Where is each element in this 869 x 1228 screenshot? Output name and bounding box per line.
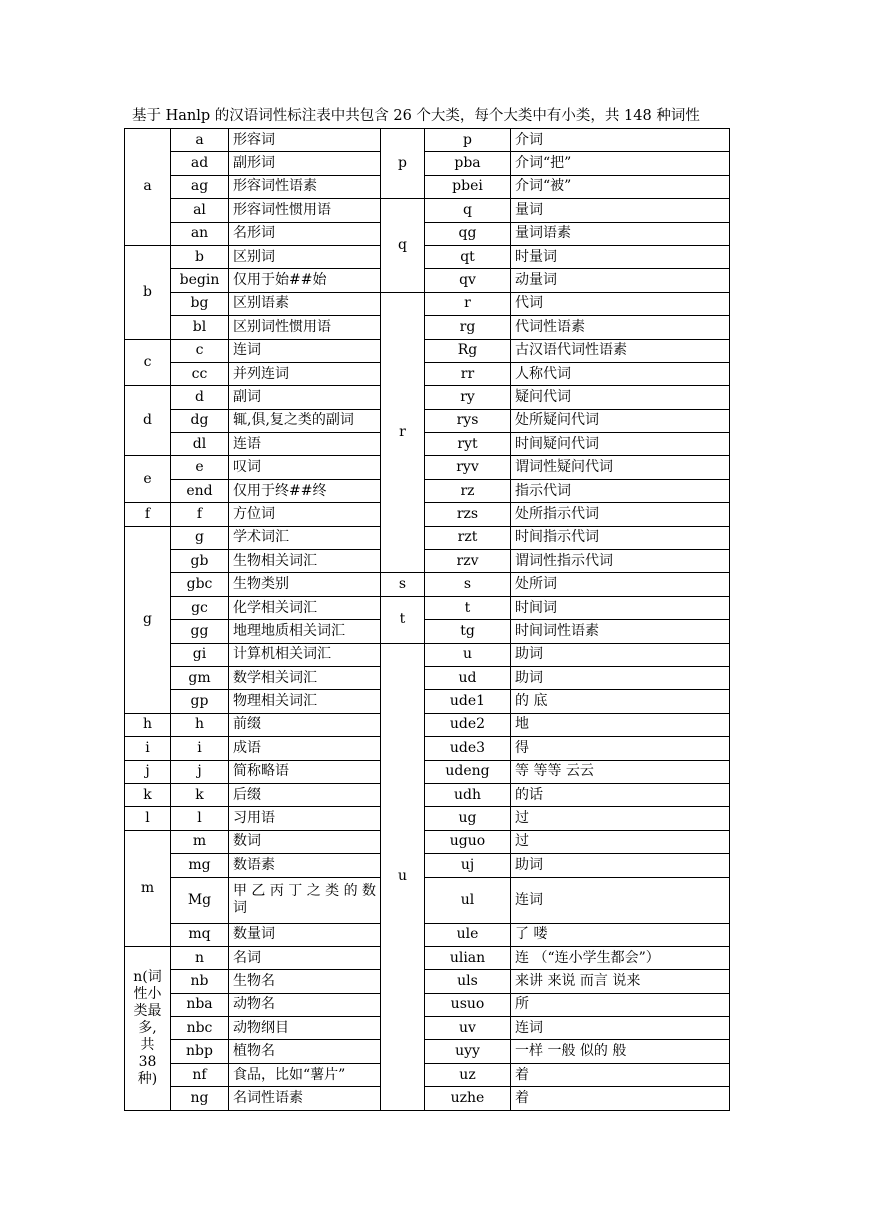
table-row [125, 970, 730, 993]
tag-description: 了 喽 [511, 923, 730, 946]
tag-code: nbp [171, 1040, 229, 1063]
tag-code: rg [425, 316, 511, 339]
group-n [125, 946, 171, 1110]
tag-description: 连词 [511, 877, 730, 923]
group-n-line: 种) [137, 1070, 158, 1087]
tag-code: ad [171, 152, 229, 175]
tag-description: 生物类别 [229, 573, 381, 596]
group-n-line: 性小 [133, 985, 162, 1002]
tag-description: 连词 [229, 339, 381, 362]
tag-description: 量词语素 [511, 222, 730, 245]
group-n-line: 类最 [133, 1002, 162, 1019]
table-row [125, 526, 730, 549]
table-row [125, 479, 730, 502]
tag-code: gc [171, 596, 229, 619]
table-row [125, 550, 730, 573]
group-i: i [125, 737, 171, 760]
tag-description: 数词 [229, 830, 381, 853]
tag-code: ude2 [425, 713, 511, 736]
tag-description: 植物名 [229, 1040, 381, 1063]
table-row [125, 316, 730, 339]
tag-description: 形容词 [229, 129, 381, 152]
tag-description: 时间指示代词 [511, 526, 730, 549]
tag-code: u [425, 643, 511, 666]
tag-code: ude3 [425, 737, 511, 760]
group-u: u [381, 643, 425, 1110]
group-d: d [125, 386, 171, 456]
tag-code: ryt [425, 433, 511, 456]
table-row [125, 409, 730, 432]
tag-description: 名词 [229, 946, 381, 969]
tag-description: 化学相关词汇 [229, 596, 381, 619]
tag-code: gp [171, 690, 229, 713]
tag-description: 时间词 [511, 596, 730, 619]
tag-description: 副词 [229, 386, 381, 409]
tag-code: nbc [171, 1017, 229, 1040]
tag-description: 过 [511, 807, 730, 830]
group-f: f [125, 503, 171, 526]
tag-code: uyy [425, 1040, 511, 1063]
tag-description: 人称代词 [511, 362, 730, 385]
tag-code: gg [171, 620, 229, 643]
table-row [125, 923, 730, 946]
tag-description: 处所疑问代词 [511, 409, 730, 432]
tag-code: tg [425, 620, 511, 643]
tag-code: udh [425, 783, 511, 806]
tag-description: 着 [511, 1063, 730, 1086]
tag-description: 生物相关词汇 [229, 550, 381, 573]
group-n-line: 多, [138, 1019, 157, 1036]
group-n-line: 共 [140, 1036, 155, 1053]
group-e: e [125, 456, 171, 503]
group-g: g [125, 526, 171, 713]
table-row [125, 783, 730, 806]
tag-description: 后缀 [229, 783, 381, 806]
tag-description: 时间词性语素 [511, 620, 730, 643]
tag-code: rz [425, 479, 511, 502]
table-row [125, 877, 730, 923]
tag-description: 连 （“连小学生都会”） [511, 946, 730, 969]
table-row [125, 830, 730, 853]
tag-code: nb [171, 970, 229, 993]
tag-code: ag [171, 175, 229, 198]
tag-code: Mg [171, 877, 229, 923]
tag-code: cc [171, 362, 229, 385]
table-row [125, 946, 730, 969]
tag-description: 动物名 [229, 993, 381, 1016]
tag-code: qg [425, 222, 511, 245]
tag-code: gm [171, 666, 229, 689]
tag-code: i [171, 737, 229, 760]
tag-code: n [171, 946, 229, 969]
tag-code: ng [171, 1087, 229, 1110]
tag-description: 计算机相关词汇 [229, 643, 381, 666]
tag-description: 数量词 [229, 923, 381, 946]
tag-description: 介词“被” [511, 175, 730, 198]
table-row [125, 993, 730, 1016]
tag-code: gi [171, 643, 229, 666]
tag-code: ul [425, 877, 511, 923]
tag-description: 着 [511, 1087, 730, 1110]
tag-code: ulian [425, 946, 511, 969]
table-row [125, 643, 730, 666]
tag-description: 疑问代词 [511, 386, 730, 409]
tag-description: 介词“把” [511, 152, 730, 175]
table-caption: 基于 Hanlp 的汉语词性标注表中共包含 26 个大类，每个大类中有小类，共 148 种词性 [132, 108, 700, 124]
tag-description [229, 877, 381, 923]
table-row [125, 222, 730, 245]
tag-description: 形容词性语素 [229, 175, 381, 198]
tag-description: 叹词 [229, 456, 381, 479]
tag-code: usuo [425, 993, 511, 1016]
tag-code: dg [171, 409, 229, 432]
tag-description: 副形词 [229, 152, 381, 175]
tag-code: pba [425, 152, 511, 175]
tag-code: rzt [425, 526, 511, 549]
table-row [125, 573, 730, 596]
table-row [125, 386, 730, 409]
tag-code: bg [171, 292, 229, 315]
tag-code: s [425, 573, 511, 596]
tag-description: 动物纲目 [229, 1017, 381, 1040]
group-s: s [381, 573, 425, 596]
table-row [125, 199, 730, 222]
group-a: a [125, 129, 171, 246]
pos-tag-table [124, 128, 730, 1111]
table-row [125, 362, 730, 385]
tag-description: 得 [511, 737, 730, 760]
group-p: p [381, 129, 425, 199]
tag-code: end [171, 479, 229, 502]
tag-code: b [171, 245, 229, 268]
group-n-line: n(词 [133, 968, 162, 985]
group-r: r [381, 292, 425, 573]
tag-code: ryv [425, 456, 511, 479]
group-n-line: 38 [138, 1053, 157, 1070]
tag-description: 名形词 [229, 222, 381, 245]
tag-code: ude1 [425, 690, 511, 713]
tag-description: 等 等等 云云 [511, 760, 730, 783]
tag-description: 代词 [511, 292, 730, 315]
tag-code: e [171, 456, 229, 479]
tag-description: 助词 [511, 643, 730, 666]
tag-description: 学术词汇 [229, 526, 381, 549]
tag-code: a [171, 129, 229, 152]
tag-code: uls [425, 970, 511, 993]
tag-code: ule [425, 923, 511, 946]
table-row [125, 596, 730, 619]
tag-code: ud [425, 666, 511, 689]
table-row [125, 1063, 730, 1086]
table-row [125, 129, 730, 152]
tag-code: rzs [425, 503, 511, 526]
tag-code: h [171, 713, 229, 736]
tag-code: rys [425, 409, 511, 432]
tag-description: 连语 [229, 433, 381, 456]
tag-code: gb [171, 550, 229, 573]
table-row [125, 175, 730, 198]
tag-description: 形容词性惯用语 [229, 199, 381, 222]
tag-code: f [171, 503, 229, 526]
table-row [125, 1017, 730, 1040]
tag-code: k [171, 783, 229, 806]
table-row [125, 433, 730, 456]
tag-description: 辄,俱,复之类的副词 [229, 409, 381, 432]
tag-code: Rg [425, 339, 511, 362]
table-row [125, 760, 730, 783]
tag-code: t [425, 596, 511, 619]
group-l: l [125, 807, 171, 830]
tag-description: 区别语素 [229, 292, 381, 315]
tag-description: 时间疑问代词 [511, 433, 730, 456]
tag-description: 助词 [511, 854, 730, 877]
tag-code: uz [425, 1063, 511, 1086]
tag-description: 的 底 [511, 690, 730, 713]
table-row [125, 666, 730, 689]
tag-description: 区别词性惯用语 [229, 316, 381, 339]
group-j: j [125, 760, 171, 783]
tag-code: q [425, 199, 511, 222]
tag-description: 古汉语代词性语素 [511, 339, 730, 362]
tag-code: uguo [425, 830, 511, 853]
tag-code: qv [425, 269, 511, 292]
tag-description: 一样 一般 似的 般 [511, 1040, 730, 1063]
tag-code: nba [171, 993, 229, 1016]
tag-description: 代词性语素 [511, 316, 730, 339]
table-row [125, 1087, 730, 1110]
table-row [125, 690, 730, 713]
tag-description: 指示代词 [511, 479, 730, 502]
group-q: q [381, 199, 425, 293]
tag-description: 谓词性疑问代词 [511, 456, 730, 479]
tag-description: 生物名 [229, 970, 381, 993]
tag-description: 数学相关词汇 [229, 666, 381, 689]
table-row [125, 737, 730, 760]
tag-code: ry [425, 386, 511, 409]
table-row [125, 292, 730, 315]
tag-description: 并列连词 [229, 362, 381, 385]
table-row [125, 807, 730, 830]
table-row [125, 1040, 730, 1063]
tag-description: 习用语 [229, 807, 381, 830]
table-row [125, 713, 730, 736]
tag-code: rr [425, 362, 511, 385]
group-c: c [125, 339, 171, 386]
tag-description: 处所指示代词 [511, 503, 730, 526]
tag-code: begin [171, 269, 229, 292]
tag-code: nf [171, 1063, 229, 1086]
group-h: h [125, 713, 171, 736]
table-row [125, 152, 730, 175]
tag-description: 所 [511, 993, 730, 1016]
tag-code: j [171, 760, 229, 783]
tag-description: 物理相关词汇 [229, 690, 381, 713]
tag-description: 量词 [511, 199, 730, 222]
tag-description: 介词 [511, 129, 730, 152]
tag-description: 助词 [511, 666, 730, 689]
tag-code: mq [171, 923, 229, 946]
tag-description: 名词性语素 [229, 1087, 381, 1110]
table-row [125, 620, 730, 643]
tag-code: an [171, 222, 229, 245]
tag-description: 连词 [511, 1017, 730, 1040]
tag-description: 前缀 [229, 713, 381, 736]
tag-description: 来讲 来说 而言 说来 [511, 970, 730, 993]
tag-code: d [171, 386, 229, 409]
tag-description: 地理地质相关词汇 [229, 620, 381, 643]
tag-code: l [171, 807, 229, 830]
tag-code: pbei [425, 175, 511, 198]
table-row [125, 269, 730, 292]
tag-description: 动量词 [511, 269, 730, 292]
tag-code: uv [425, 1017, 511, 1040]
group-m: m [125, 830, 171, 946]
tag-code: rzv [425, 550, 511, 573]
tag-code: dl [171, 433, 229, 456]
table-row [125, 456, 730, 479]
tag-code: al [171, 199, 229, 222]
tag-description: 简称略语 [229, 760, 381, 783]
tag-description: 处所词 [511, 573, 730, 596]
tag-code: g [171, 526, 229, 549]
tag-code: ug [425, 807, 511, 830]
tag-description: 谓词性指示代词 [511, 550, 730, 573]
tag-description: 仅用于始##始 [229, 269, 381, 292]
tag-description: 食品，比如“薯片” [229, 1063, 381, 1086]
tag-code: udeng [425, 760, 511, 783]
tag-description: 地 [511, 713, 730, 736]
group-b: b [125, 245, 171, 339]
tag-description: 过 [511, 830, 730, 853]
table-row [125, 854, 730, 877]
tag-code: qt [425, 245, 511, 268]
tag-code: mg [171, 854, 229, 877]
tag-code: c [171, 339, 229, 362]
tag-code: bl [171, 316, 229, 339]
tag-description: 时量词 [511, 245, 730, 268]
tag-code: uj [425, 854, 511, 877]
table-row [125, 245, 730, 268]
tag-description: 的话 [511, 783, 730, 806]
description-line: 甲乙丙丁之类的数 [233, 883, 376, 899]
tag-description: 数语素 [229, 854, 381, 877]
table-row [125, 339, 730, 362]
tag-code: m [171, 830, 229, 853]
tag-code: p [425, 129, 511, 152]
tag-code: uzhe [425, 1087, 511, 1110]
description-line: 词 [233, 900, 247, 916]
tag-description: 方位词 [229, 503, 381, 526]
tag-description: 仅用于终##终 [229, 479, 381, 502]
table-row [125, 503, 730, 526]
group-k: k [125, 783, 171, 806]
group-t: t [381, 596, 425, 643]
tag-code: r [425, 292, 511, 315]
tag-description: 区别词 [229, 245, 381, 268]
tag-description: 成语 [229, 737, 381, 760]
tag-code: gbc [171, 573, 229, 596]
